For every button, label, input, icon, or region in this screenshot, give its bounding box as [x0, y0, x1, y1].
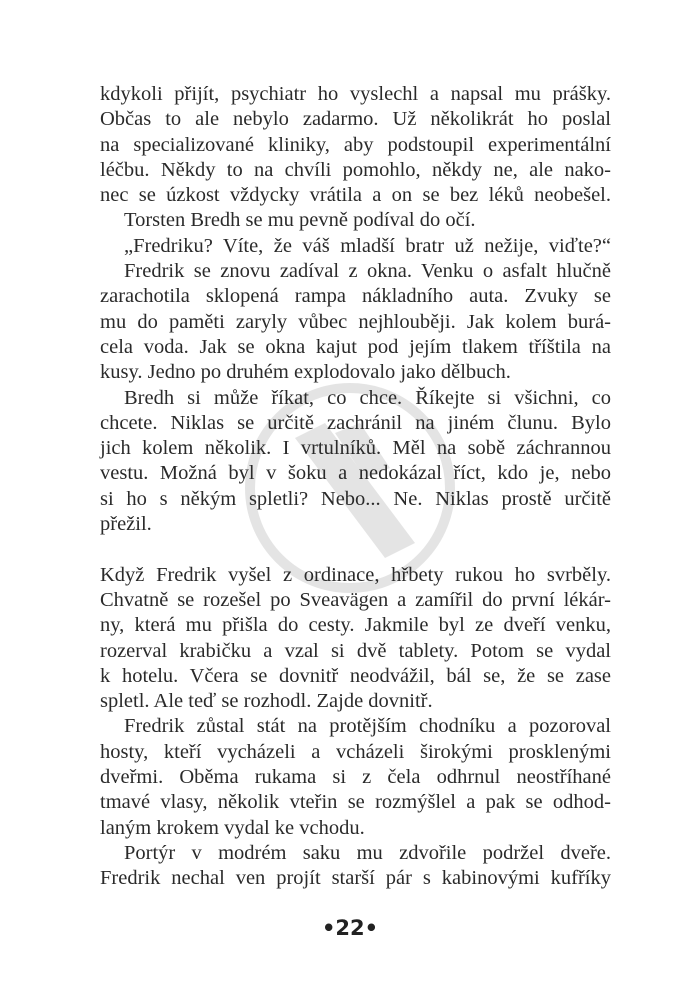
text-line: nec se úzkost vždycky vrátila a on se bez léků neobešel. [100, 184, 611, 207]
text-line: rozerval krabičku a vzal si dvě tablety. Potom se vydal [100, 639, 611, 662]
body-text [100, 82, 611, 892]
text-line: dveřmi. Oběma rukama si z čela odhrnul neostříhané [100, 766, 611, 789]
text-line: hosty, kteří vycházeli a vcházeli širokými prosklenými [100, 740, 611, 763]
text-line: léčbu. Někdy to na chvíli pomohlo, někdy ne, ale nako- [100, 158, 611, 181]
text-line: mu do paměti zaryly vůbec nejhlouběji. Jak kolem burá- [100, 310, 611, 333]
text-line: laným krokem vydal ke vchodu. [100, 816, 365, 839]
text-line: chcete. Niklas se určitě zachránil na jiném člunu. Bylo [100, 411, 611, 434]
text-line: Torsten Bredh se mu pevně podíval do očí. [124, 209, 476, 232]
text-line: Fredrik nechal ven projít starší pár s kabinovými kufříky [100, 867, 611, 890]
text-line: Občas to ale nebylo zadarmo. Už několikrát ho poslal [100, 108, 611, 131]
text-line: spletl. Ale teď se rozhodl. Zajde dovnitř. [100, 690, 433, 713]
text-line: přežil. [100, 513, 152, 536]
text-line: si ho s někým spletli? Nebo... Ne. Niklas prostě určitě [100, 487, 611, 510]
text-line: tmavé vlasy, několik vteřin se rozmýšlel a pak se odhod- [100, 791, 611, 814]
text-line: na specializované kliniky, aby podstoupil experimentální [100, 133, 611, 156]
text-line: zarachotila sklopená rampa nákladního auta. Zvuky se [100, 285, 611, 308]
text-line: jich kolem několik. I vrtulníků. Měl na sobě záchrannou [100, 437, 611, 460]
text-line: „Fredriku? Víte, že váš mladší bratr už nežije, viďte?“ [124, 234, 611, 257]
text-line: k hotelu. Včera se dovnitř neodvážil, bál se, že se zase [100, 664, 611, 687]
text-line: Chvatně se rozešel po Sveavägen a zamířil do první lékár- [100, 588, 611, 611]
text-line: Portýr v modrém saku mu zdvořile podržel dveře. [124, 841, 611, 864]
text-line: cela voda. Jak se okna kajut pod jejím tlakem tříštila na [100, 335, 611, 358]
text-line: vestu. Možná byl v šoku a nedokázal říct, kdo je, nebo [100, 462, 611, 485]
text-line: kdykoli přijít, psychiatr ho vyslechl a napsal mu prášky. [100, 83, 611, 105]
text-line: Bredh si může říkat, co chce. Říkejte si všichni, co [124, 386, 611, 409]
text-line: kusy. Jedno po druhém explodovalo jako dělbuch. [100, 361, 511, 384]
text-line: Fredrik se znovu zadíval z okna. Venku o asfalt hlučně [124, 260, 611, 283]
text-line: ny, která mu přišla do cesty. Jakmile byl ze dveří venku, [100, 614, 611, 637]
paragraph-break [100, 537, 611, 562]
text-line: Fredrik zůstal stát na protějším chodníku a pozoroval [124, 715, 611, 738]
page-number: •22• [321, 916, 379, 940]
text-line: Když Fredrik vyšel z ordinace, hřbety rukou ho svrběly. [100, 563, 611, 586]
